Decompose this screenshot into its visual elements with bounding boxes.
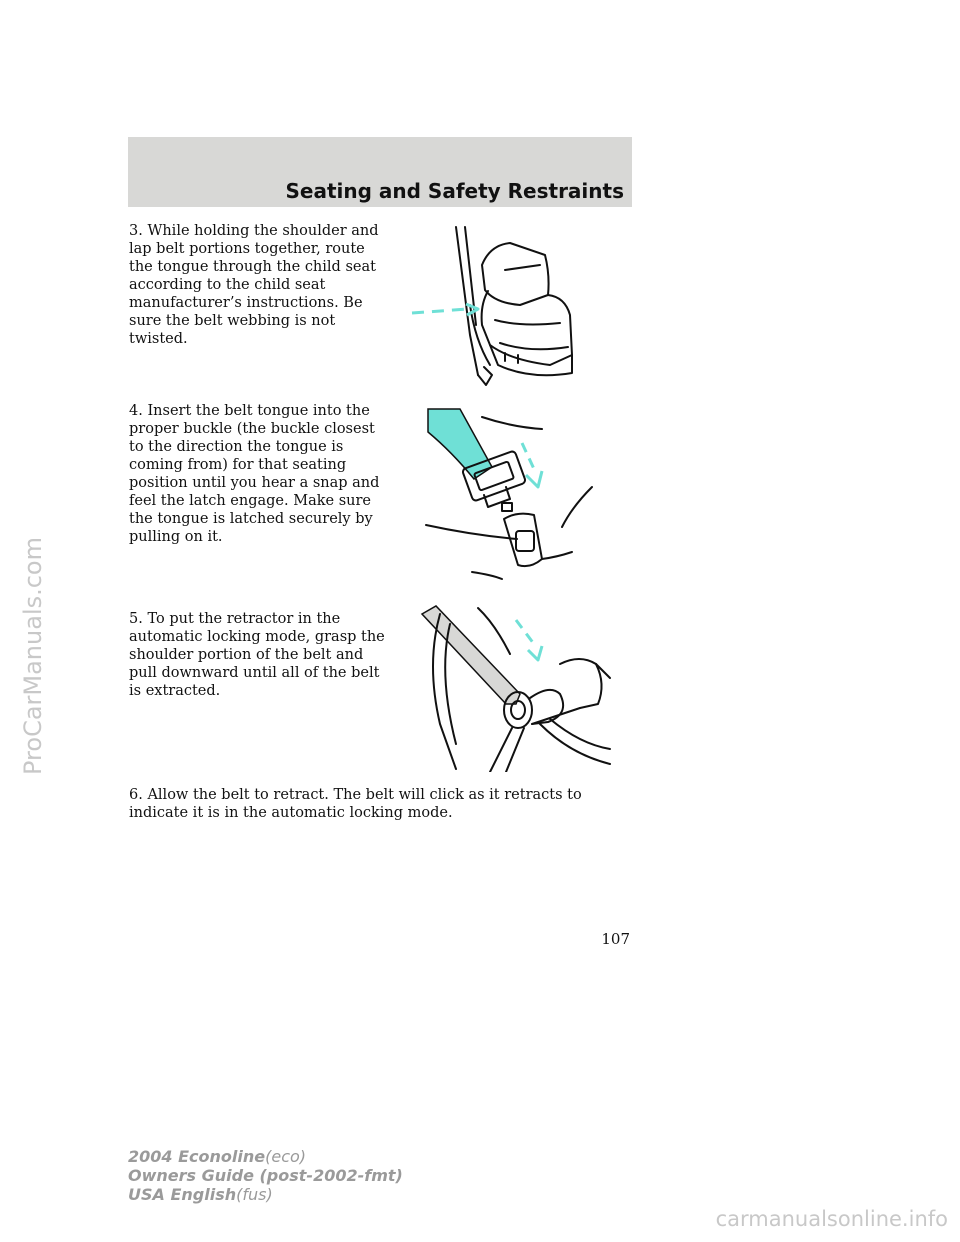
footer-line-1 (128, 1147, 403, 1166)
page-number: 107 (601, 930, 630, 948)
footer-language: USA English (128, 1185, 237, 1204)
side-watermark (8, 356, 58, 956)
retractor-locking-illustration (420, 604, 612, 772)
buckle-insert-illustration (422, 407, 597, 589)
footer-guide-title: Owners Guide (post-2002-fmt) (128, 1166, 403, 1185)
step-3-text: 3. While holding the shoulder and lap belt portions together, route the tongue through the child seat according to the child seat manufacturer’s instructions. Be sure the belt webbing is not twisted. (129, 223, 379, 347)
section-header (128, 137, 632, 207)
document-footer (128, 1147, 403, 1204)
step-5-text: 5. To put the retractor in the automatic locking mode, grasp the shoulder portion of the belt and pull downward until all of the belt is extracted. (129, 611, 385, 699)
footer-model-code: (eco) (265, 1147, 307, 1166)
side-watermark-text: ProCarManuals.com (19, 536, 48, 776)
footer-line-2 (128, 1166, 403, 1185)
footer-model: 2004 Econoline (128, 1147, 266, 1166)
step-4-text: 4. Insert the belt tongue into the proper buckle (the buckle closest to the direction the tongue is coming from) for that seating position until you hear a snap and feel the latch engage. Make sure the tongue is latched securely by pulling on it. (129, 403, 380, 545)
section-title: Seating and Safety Restraints (285, 179, 624, 203)
child-seat-illustration (410, 225, 590, 390)
bottom-watermark: carmanualsonline.info (715, 1207, 948, 1231)
footer-language-code: (fus) (236, 1185, 273, 1204)
footer-line-3 (128, 1185, 403, 1204)
step-6-text: 6. Allow the belt to retract. The belt will click as it retracts to indicate it is in the automatic locking mode. (129, 787, 582, 821)
